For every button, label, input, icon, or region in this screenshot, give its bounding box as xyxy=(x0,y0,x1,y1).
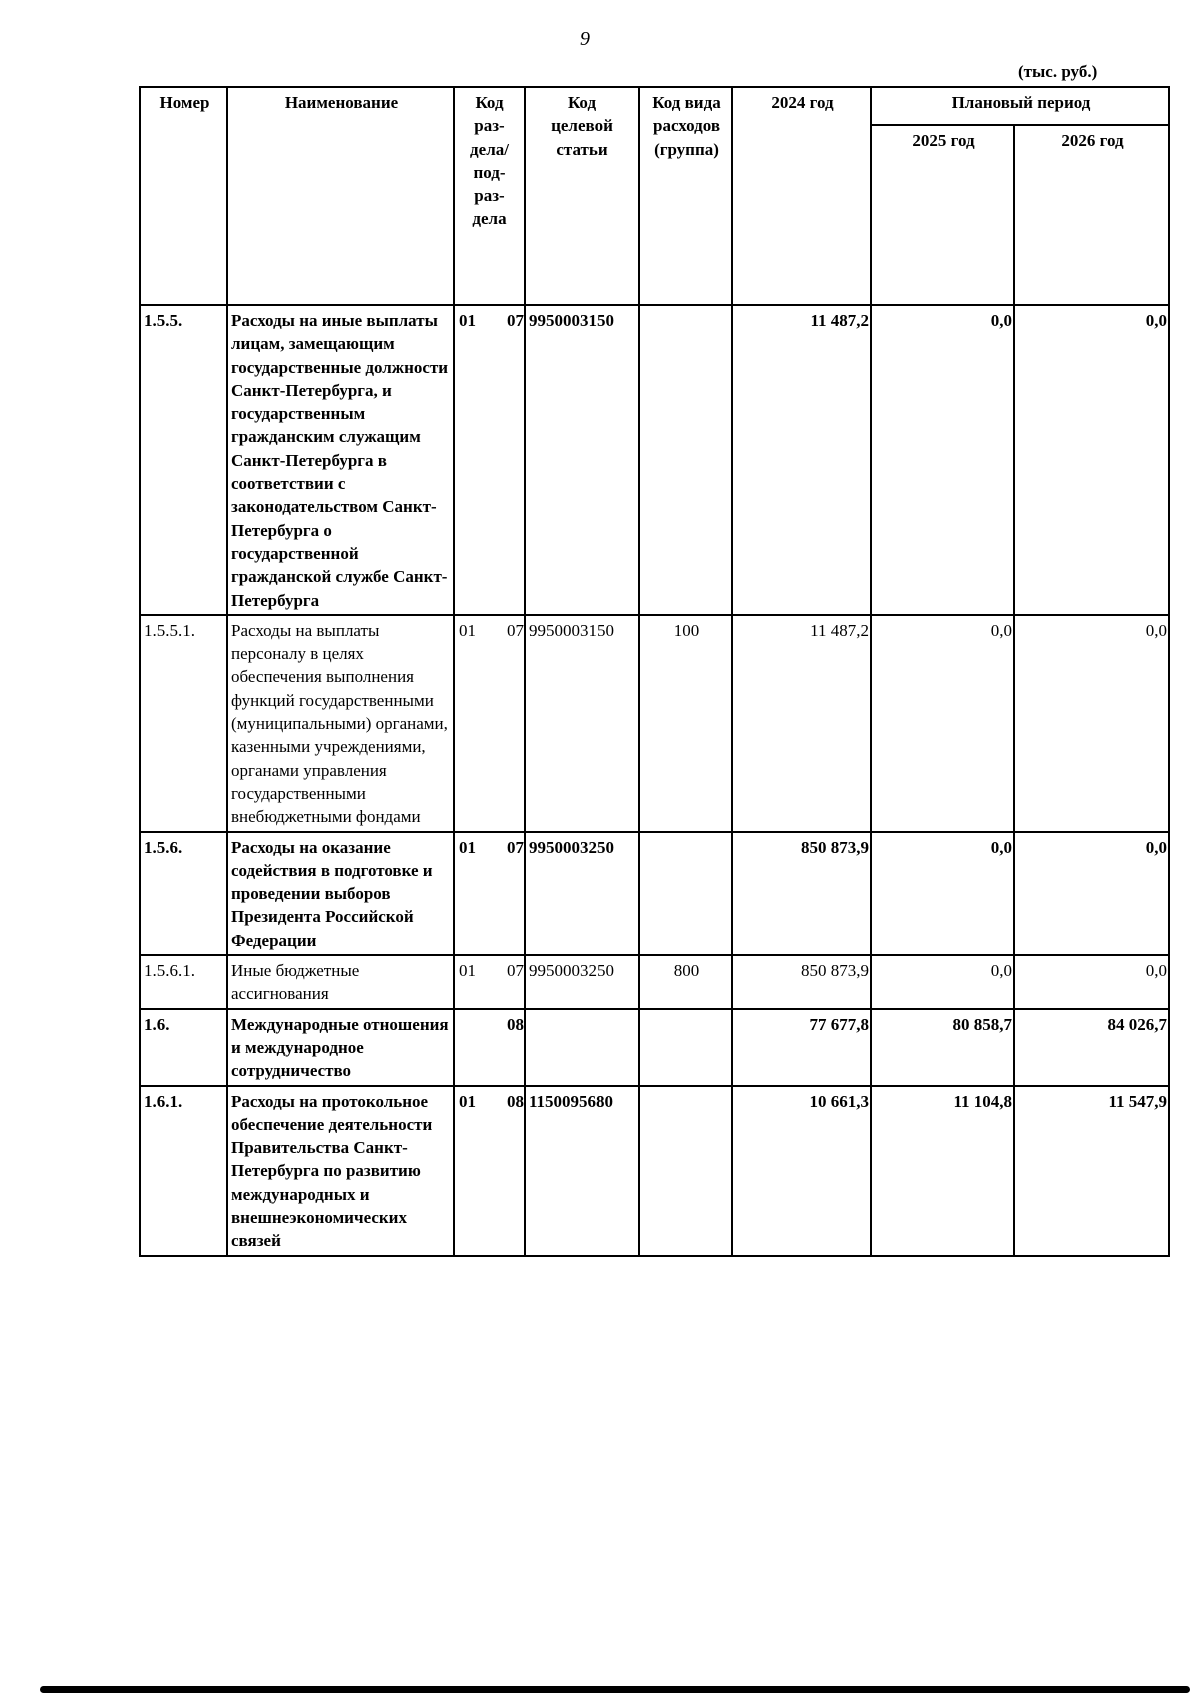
row-target-code: 9950003250 xyxy=(525,955,639,1009)
row-value-2025: 0,0 xyxy=(871,305,1014,615)
row-value-2025: 0,0 xyxy=(871,615,1014,832)
row-number: 1.5.6.1. xyxy=(140,955,227,1009)
bottom-rule xyxy=(40,1686,1190,1693)
section-code: 01 xyxy=(459,1091,476,1111)
header-target-code: Код целевой статьи xyxy=(525,87,639,305)
row-number: 1.5.5. xyxy=(140,305,227,615)
row-value-2026: 11 547,9 xyxy=(1014,1086,1169,1256)
row-number: 1.5.5.1. xyxy=(140,615,227,832)
header-year-2024: 2024 год xyxy=(732,87,871,305)
row-name: Иные бюджетные ассигнования xyxy=(227,955,454,1009)
subsection-code: 08 xyxy=(507,1091,524,1111)
row-section-code xyxy=(454,305,525,615)
row-target-code: 9950003150 xyxy=(525,615,639,832)
row-name: Расходы на протокольное обеспечение деятельности Правительства Санкт-Петербурга по развитию международных и внешнеэкономических связей xyxy=(227,1086,454,1256)
row-number: 1.6. xyxy=(140,1009,227,1086)
row-expense-type: 800 xyxy=(639,955,732,1009)
row-value-2026: 0,0 xyxy=(1014,615,1169,832)
section-code: 01 xyxy=(459,837,476,857)
row-value-2024: 11 487,2 xyxy=(732,615,871,832)
subsection-code: 07 xyxy=(507,837,524,857)
row-section-code xyxy=(454,832,525,955)
row-name: Расходы на оказание содействия в подготовке и проведении выборов Президента Российской Федерации xyxy=(227,832,454,955)
header-year-2025: 2025 год xyxy=(871,125,1014,305)
row-value-2024: 77 677,8 xyxy=(732,1009,871,1086)
section-code: 01 xyxy=(459,311,476,330)
row-value-2025: 0,0 xyxy=(871,955,1014,1009)
row-name: Международные отношения и международное сотрудничество xyxy=(227,1009,454,1086)
row-value-2024: 850 873,9 xyxy=(732,955,871,1009)
header-number: Номер xyxy=(140,87,227,305)
table-row xyxy=(140,1009,1169,1086)
row-name: Расходы на иные выплаты лицам, замещающим государственные должности Санкт-Петербурга, и государственным гражданским служащим Санкт-Петербурга в соответствии с законодательством Санкт-Петербурга о государственной гражданской службе Санкт-Петербурга xyxy=(227,305,454,615)
section-code: 01 xyxy=(459,961,476,981)
row-section-code xyxy=(454,1086,525,1256)
table-row xyxy=(140,305,1169,615)
budget-rows xyxy=(140,305,1169,1256)
table-row xyxy=(140,615,1169,832)
row-value-2025: 0,0 xyxy=(871,832,1014,955)
table-row xyxy=(140,832,1169,955)
row-value-2026: 0,0 xyxy=(1014,832,1169,955)
row-target-code: 9950003150 xyxy=(525,305,639,615)
row-expense-type xyxy=(639,1009,732,1086)
subsection-code: 07 xyxy=(507,620,524,640)
row-section-code xyxy=(454,955,525,1009)
page-number: 9 xyxy=(580,28,590,50)
subsection-code: 07 xyxy=(507,311,524,330)
row-expense-type xyxy=(639,832,732,955)
row-number: 1.5.6. xyxy=(140,832,227,955)
budget-table xyxy=(139,86,1170,1257)
row-expense-type xyxy=(639,1086,732,1256)
subsection-code: 07 xyxy=(507,961,524,981)
row-number: 1.6.1. xyxy=(140,1086,227,1256)
row-value-2026: 0,0 xyxy=(1014,305,1169,615)
row-name: Расходы на выплаты персоналу в целях обеспечения выполнения функций государственными (муниципальными) органами, казенными учреждениями, органами управления государственными внебюджетными фондами xyxy=(227,615,454,832)
subsection-code: 08 xyxy=(507,1014,524,1034)
row-expense-type: 100 xyxy=(639,615,732,832)
table-row xyxy=(140,1086,1169,1256)
row-target-code: 9950003250 xyxy=(525,832,639,955)
header-planned-period: Плановый период xyxy=(871,87,1169,125)
row-value-2024: 850 873,9 xyxy=(732,832,871,955)
row-target-code xyxy=(525,1009,639,1086)
units-label: (тыс. руб.) xyxy=(1018,62,1098,81)
row-value-2026: 84 026,7 xyxy=(1014,1009,1169,1086)
row-value-2025: 11 104,8 xyxy=(871,1086,1014,1256)
row-section-code xyxy=(454,1009,525,1086)
section-code: 01 xyxy=(459,620,476,640)
header-expense-type: Код вида расходов (группа) xyxy=(639,87,732,305)
row-expense-type xyxy=(639,305,732,615)
row-value-2026: 0,0 xyxy=(1014,955,1169,1009)
row-section-code xyxy=(454,615,525,832)
row-value-2024: 11 487,2 xyxy=(732,305,871,615)
header-section-code: Код раз-дела/ под-раз-дела xyxy=(454,87,525,305)
header-year-2026: 2026 год xyxy=(1014,125,1169,305)
row-target-code: 1150095680 xyxy=(525,1086,639,1256)
header-name: Наименование xyxy=(227,87,454,305)
row-value-2025: 80 858,7 xyxy=(871,1009,1014,1086)
table-row xyxy=(140,955,1169,1009)
row-value-2024: 10 661,3 xyxy=(732,1086,871,1256)
